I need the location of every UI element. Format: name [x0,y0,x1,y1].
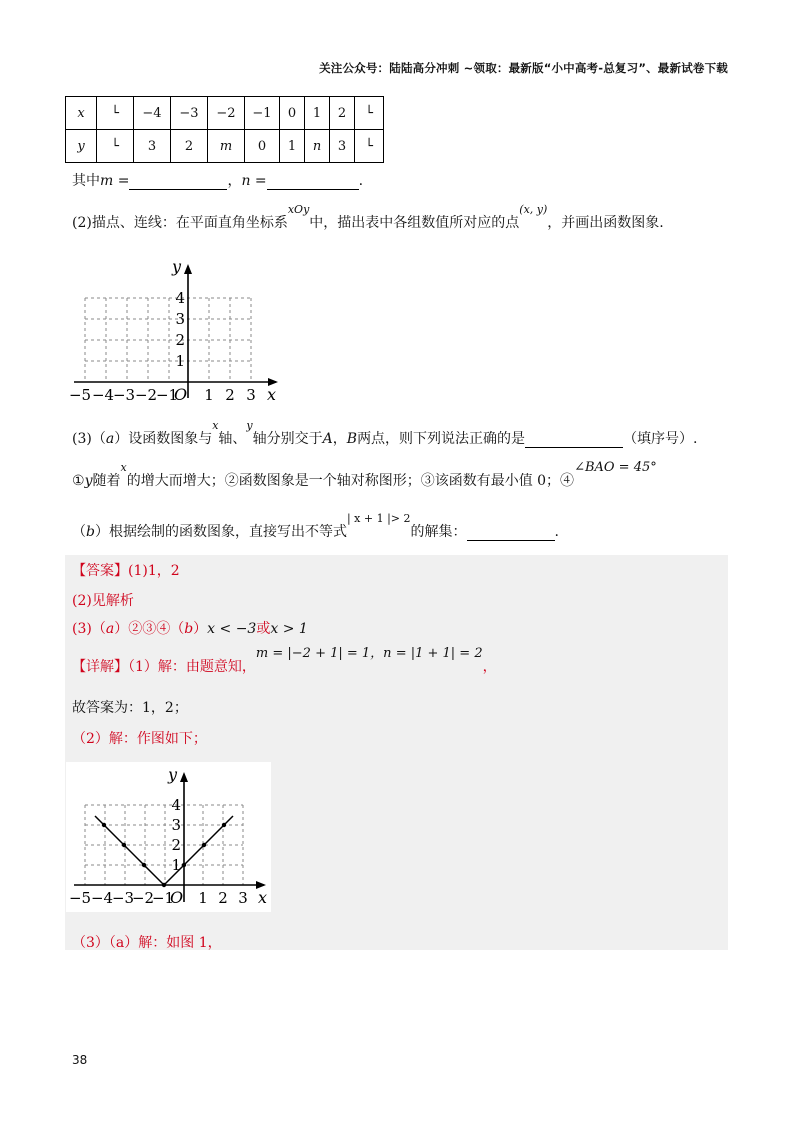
angle-condition: ∠BAO = 45° [574,460,657,475]
data-point [182,863,186,867]
x-tick-label: −3 [111,889,135,907]
solution-blank[interactable] [467,526,555,541]
inequality-2: x > 1 [270,621,308,637]
x-axis-label: x [267,385,277,404]
part3b-line [72,512,559,541]
table-cell: y [66,130,97,163]
text: (3)（ [72,431,106,447]
table-cell: └ [355,130,384,163]
text: a [105,621,115,637]
x-tick-label: −4 [91,386,115,404]
text: x [212,419,219,432]
detail-line [72,646,497,676]
x-tick-label: −1 [151,889,175,907]
part3-solution-line: （3）（a）解：如图 1， [72,935,222,951]
table-cell: └ [355,97,384,130]
answer-label: 【答案】 [72,563,128,579]
table-cell: └ [97,130,134,163]
x-tick-label: 2 [218,889,228,907]
y-tick-label: 2 [175,331,185,349]
x-tick-label: −4 [90,889,114,907]
text: ① [72,473,85,489]
m-blank[interactable] [129,175,227,190]
part2-solution-line: （2）解：作图如下； [72,731,207,747]
text: ）根据绘制的函数图象，直接写出不等式 [94,524,347,540]
text: 或 [256,621,271,637]
text: ，并画出函数图象. [547,215,664,231]
text: 轴、 [218,431,247,447]
y-tick-label: 3 [175,310,185,328]
x-tick-label: 1 [198,889,208,907]
text: ） [193,621,208,637]
text: (2)描点、连线：在平面直角坐标系 [72,215,288,231]
table-cell: −2 [208,97,245,130]
x-tick-label: −1 [155,386,179,404]
table-cell: −3 [171,97,208,130]
answer-part-1: (1)1，2 [128,563,180,579]
text: 随着 [92,473,121,489]
y-tick-label: 3 [171,816,181,834]
part2-line [72,203,664,232]
text: A [322,431,333,447]
x-tick-label: −2 [134,386,158,404]
x-tick-label: 3 [238,889,248,907]
table-cell: └ [97,97,134,130]
table-cell: n [305,130,330,163]
grid-lines [85,298,251,382]
text: 的解集： [410,524,467,540]
text: (3)（ [72,621,106,637]
text: 其中 [72,173,100,189]
m-label: m = [100,173,130,189]
n-blank[interactable] [267,175,359,190]
text: y [246,419,253,432]
point-notation: (x, y) [519,203,548,216]
x-tick-label: 1 [204,386,214,404]
table-cell: −1 [245,97,280,130]
inequality-1: x < −3 [207,621,257,637]
y-tick-label: 2 [171,836,181,854]
text: 轴分别交于 [252,431,323,447]
table-cell: 2 [171,130,208,163]
text: 的增大而增大；②函数图象是一个轴对称图形；③该函数有最小值 0；④ [126,473,575,489]
grid-lines [85,805,243,885]
table-row [66,130,384,163]
data-point [202,843,206,847]
y-axis-arrow-icon [180,772,188,782]
table-cell: −4 [134,97,171,130]
answer-line-3 [72,618,308,638]
text: ， [332,431,347,447]
y-tick-label: 4 [175,289,185,307]
table-cell: 0 [245,130,280,163]
text: . [358,173,364,189]
table-cell: 1 [305,97,330,130]
y-tick-label: 1 [171,856,181,874]
x-tick-label: −3 [112,386,136,404]
part3a-line [72,419,698,448]
x-tick-label: 3 [246,386,256,404]
y-axis-label: y [172,257,182,276]
text: x [120,461,127,474]
text: ）②③④（ [114,621,185,637]
y-axis-arrow-icon [184,264,192,274]
data-point [102,823,106,827]
text: ）设函数图象与 [114,431,213,447]
table-cell: 2 [330,97,355,130]
text: B [346,431,358,447]
text: ， [227,173,242,189]
x-tick-label: −5 [68,889,92,907]
x-axis-label: x [258,888,268,907]
conclusion-line: 故答案为：1，2； [72,700,188,716]
y-axis-label: y [168,765,178,784]
table-cell: 1 [280,130,305,163]
table-cell: 0 [280,97,305,130]
empty-coordinate-grid [66,250,286,406]
data-point [222,823,226,827]
page-header: 关注公众号：陆陆高分冲刺 ~领取：最新版“小中高考-总复习”、最新试卷下载 [319,61,728,75]
text: （填序号）. [623,431,698,447]
coord-system: xOy [287,203,310,216]
data-point [142,863,146,867]
data-point [162,883,166,887]
origin-label: O [170,888,184,907]
mn-line [72,170,363,190]
y-tick-label: 1 [175,352,185,370]
text: 中，描出表中各组数值所对应的点 [309,215,520,231]
table-cell: m [208,130,245,163]
n-label: n = [241,173,267,189]
text: y [84,473,93,489]
x-tick-label: 2 [225,386,235,404]
y-tick-label: 4 [171,796,181,814]
answer-line-2: (2)见解析 [72,593,134,609]
page-number: 38 [72,1053,88,1067]
origin-label: O [174,385,188,404]
data-point [122,843,126,847]
text: b [184,621,194,637]
text: （1）解：由题意知， [128,659,256,675]
answer-line-1 [72,560,180,580]
inequality: | x + 1 |> 2 [346,512,411,525]
text: b [86,524,95,540]
value-table [65,96,384,163]
formula: m = |−2 + 1| = 1，n = |1 + 1| = 2 [255,646,483,661]
table-cell: x [66,97,97,130]
table-cell: 3 [134,130,171,163]
x-tick-label: −2 [131,889,155,907]
text: （ [72,524,86,540]
answer-blank[interactable] [525,433,623,448]
function-line [95,816,233,885]
table-row [66,97,384,130]
function-graph [66,762,271,912]
text: . [554,524,559,540]
options-line [72,460,657,490]
table-cell: 3 [330,130,355,163]
text: ， [482,659,497,675]
text: a [105,431,115,447]
x-tick-label: −5 [68,386,92,404]
text: 两点，则下列说法正确的是 [357,431,526,447]
detail-label: 【详解】 [72,659,128,675]
